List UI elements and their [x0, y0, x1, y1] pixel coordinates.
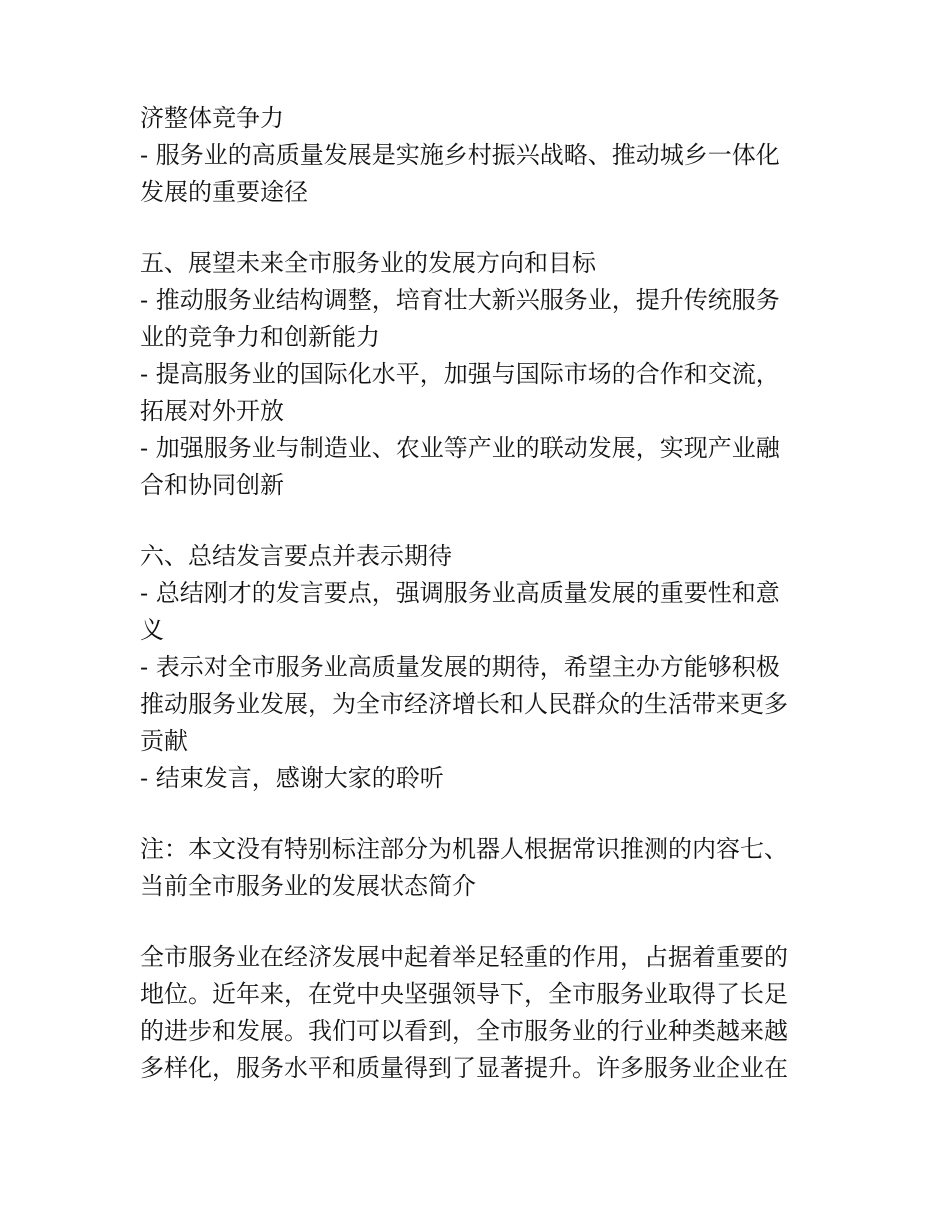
text-line: 义 [140, 616, 164, 644]
paragraph-gap [140, 211, 820, 245]
text-line: 济整体竞争力 [140, 104, 284, 132]
bullet-line: - 推动服务业结构调整，培育壮大新兴服务业，提升传统服务 [140, 286, 780, 314]
bullet-line: - 提高服务业的国际化水平，加强与国际市场的合作和交流， [140, 360, 780, 388]
bullet-line: - 服务业的高质量发展是实施乡村振兴战略、推动城乡一体化 [140, 141, 780, 169]
bullet-line: - 加强服务业与制造业、农业等产业的联动发展，实现产业融 [140, 434, 780, 462]
text-line: 推动服务业发展，为全市经济增长和人民群众的生活带来更多 [140, 690, 788, 718]
paragraph-line: 全市服务业在经济发展中起着举足轻重的作用，占据着重要的 [140, 943, 788, 971]
bullet-line: - 表示对全市服务业高质量发展的期待，希望主办方能够积极 [140, 653, 780, 681]
paragraph-gap [140, 504, 820, 538]
bullet-line: - 结束发言，感谢大家的聆听 [140, 764, 444, 792]
note-line: 当前全市服务业的发展状态简介 [140, 872, 476, 900]
paragraph-line: 地位。近年来，在党中央坚强领导下，全市服务业取得了长足 [140, 980, 788, 1008]
paragraph-line: 的进步和发展。我们可以看到，全市服务业的行业种类越来越 [140, 1017, 788, 1045]
note-line: 注：本文没有特别标注部分为机器人根据常识推测的内容七、 [140, 835, 788, 863]
paragraph-gap [140, 797, 820, 831]
section-heading-5: 五、展望未来全市服务业的发展方向和目标 [140, 249, 596, 277]
paragraph-gap [140, 905, 820, 939]
text-line: 发展的重要途径 [140, 178, 308, 206]
document-body [140, 100, 820, 1087]
bullet-line: - 总结刚才的发言要点，强调服务业高质量发展的重要性和意 [140, 579, 780, 607]
text-line: 拓展对外开放 [140, 397, 284, 425]
text-line: 贡献 [140, 727, 188, 755]
text-line: 业的竞争力和创新能力 [140, 323, 380, 351]
section-heading-6: 六、总结发言要点并表示期待 [140, 542, 452, 570]
text-line: 合和协同创新 [140, 471, 284, 499]
paragraph-line: 多样化，服务水平和质量得到了显著提升。许多服务业企业在 [140, 1054, 788, 1082]
